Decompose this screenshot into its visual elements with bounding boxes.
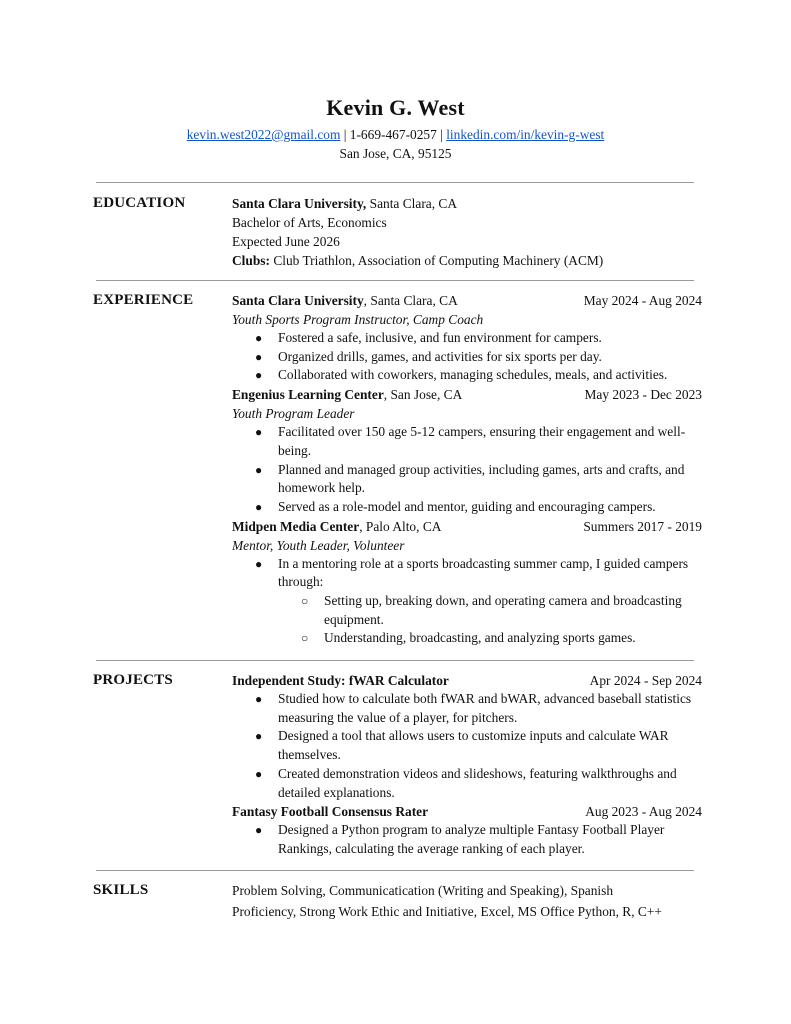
bullet-icon: ●: [255, 556, 263, 571]
candidate-name: Kevin G. West: [326, 95, 465, 120]
list-item: [278, 592, 702, 629]
job-bullets: [232, 423, 702, 517]
job-org-line: [232, 385, 462, 404]
section-divider: [96, 870, 694, 871]
job-org-line: [232, 517, 441, 536]
job-bullets: [232, 329, 702, 385]
projects-body: [232, 671, 702, 859]
clubs-label: Clubs:: [232, 253, 270, 268]
bullet-icon: ●: [255, 425, 263, 440]
bullet-text: Setting up, breaking down, and operating camera and broadcasting equipment.: [324, 593, 682, 627]
job-org-line: [232, 291, 458, 310]
bullet-icon: ●: [255, 349, 263, 364]
list-item: [232, 461, 702, 498]
project-header: [232, 671, 702, 690]
section-title-experience: EXPERIENCE: [93, 292, 194, 308]
bullet-text: Designed a tool that allows users to customize inputs and calculate WAR themselves.: [278, 728, 669, 763]
job-location: , Santa Clara, CA: [363, 293, 458, 308]
email-link[interactable]: kevin.west2022@gmail.com: [186, 127, 341, 142]
bullet-text: Collaborated with coworkers, managing schedules, meals, and activities.: [278, 367, 668, 383]
bullet-icon: ●: [255, 729, 263, 744]
project-bullets: [232, 690, 702, 802]
bullet-text: Planned and managed group activities, including games, arts and crafts, and homework help.: [278, 461, 685, 496]
list-item: [232, 727, 702, 764]
section-title-skills: SKILLS: [93, 882, 149, 898]
job-org: Midpen Media Center: [232, 518, 360, 534]
section-title-education: EDUCATION: [93, 195, 186, 211]
project-name: Fantasy Football Consensus Rater: [232, 804, 429, 820]
linkedin-link[interactable]: linkedin.com/in/kevin-g-west: [446, 127, 605, 142]
job-role: Youth Sports Program Instructor, Camp Coach: [232, 312, 484, 327]
project-dates: Apr 2024 - Sep 2024: [589, 673, 702, 688]
bullet-icon: ●: [255, 368, 263, 383]
section-divider: [96, 660, 694, 661]
job-entry: [232, 291, 702, 385]
job-role: Youth Program Leader: [232, 406, 355, 422]
list-item: [232, 555, 702, 649]
job-role: Mentor, Youth Leader, Volunteer: [232, 537, 405, 553]
job-header: [232, 517, 702, 536]
job-org: Engenius Learning Center: [232, 387, 384, 403]
degree: Bachelor of Arts, Economics: [232, 215, 387, 230]
contact-line: [0, 125, 791, 144]
project-name: Independent Study: fWAR Calculator: [232, 673, 449, 688]
list-item: [232, 765, 702, 802]
skills-body: [232, 880, 702, 922]
project-header: [232, 802, 702, 821]
address: San Jose, CA, 95125: [339, 146, 452, 161]
list-item: [232, 348, 702, 367]
section-divider: [96, 182, 694, 183]
project-dates: Aug 2023 - Aug 2024: [585, 804, 702, 820]
list-item: [232, 329, 702, 348]
sub-bullet-icon: ○: [301, 594, 309, 609]
sub-bullet-icon: ○: [301, 631, 309, 646]
list-item: [232, 690, 702, 727]
bullet-text: Facilitated over 150 age 5-12 campers, ensuring their engagement and well-being.: [278, 424, 686, 458]
project-bullets: [232, 821, 702, 858]
bullet-text: Studied how to calculate both fWAR and bWAR, advanced baseball statistics measuring the value of a player, for pitchers.: [278, 691, 692, 725]
phone-number: 1-669-467-0257: [349, 127, 437, 142]
job-location: , San Jose, CA: [383, 387, 463, 403]
job-org: Santa Clara University: [232, 293, 364, 308]
bullet-text: Designed a Python program to analyze multiple Fantasy Football Player Rankings, calculating the average ranking of each player.: [278, 822, 665, 856]
bullet-text: Organized drills, games, and activities for six sports per day.: [278, 348, 602, 364]
school-name: Santa Clara University,: [232, 196, 367, 211]
job-header: [232, 385, 702, 404]
bullet-text: Created demonstration videos and slideshows, featuring walkthroughs and detailed explanations.: [278, 765, 677, 800]
bullet-icon: ●: [255, 462, 263, 477]
bullet-icon: ●: [255, 823, 263, 838]
skills-line: Problem Solving, Communicatication (Writing and Speaking), Spanish: [232, 883, 614, 898]
school-location: Santa Clara, CA: [366, 196, 458, 211]
list-item: [232, 498, 702, 517]
job-header: [232, 291, 702, 310]
resume-header: [0, 94, 791, 163]
job-location: , Palo Alto, CA: [359, 518, 442, 534]
list-item: [232, 423, 702, 460]
bullet-icon: ●: [255, 766, 263, 781]
job-dates: May 2023 - Dec 2023: [584, 387, 702, 403]
experience-body: [232, 291, 702, 648]
list-item: [232, 821, 702, 858]
bullet-icon: ●: [255, 692, 263, 706]
expected-graduation: Expected June 2026: [232, 234, 340, 249]
section-title-projects: PROJECTS: [93, 672, 173, 688]
bullet-icon: ●: [255, 331, 263, 345]
list-item: [278, 629, 702, 648]
job-entry: [232, 385, 702, 517]
skills-line: Proficiency, Strong Work Ethic and Initiative, Excel, MS Office Python, R, C++: [232, 904, 662, 919]
section-divider: [96, 280, 694, 281]
job-entry: [232, 517, 702, 649]
clubs-line: [232, 251, 702, 270]
job-dates: May 2024 - Aug 2024: [583, 293, 702, 308]
project-entry: [232, 671, 702, 802]
bullet-text: Served as a role-model and mentor, guiding and encouraging campers.: [278, 498, 656, 514]
contact-separator: |: [340, 127, 350, 142]
job-bullets: [232, 555, 702, 649]
job-dates: Summers 2017 - 2019: [583, 518, 702, 534]
bullet-text: In a mentoring role at a sports broadcasting summer camp, I guided campers through:: [278, 555, 689, 590]
list-item: [232, 366, 702, 385]
bullet-text: Understanding, broadcasting, and analyzing sports games.: [324, 630, 636, 646]
education-body: [232, 194, 702, 270]
project-entry: [232, 802, 702, 858]
sub-bullets: [278, 592, 702, 648]
contact-separator: |: [436, 127, 447, 142]
school-line: [232, 194, 702, 213]
clubs-list: Club Triathlon, Association of Computing Machinery (ACM): [269, 253, 604, 268]
bullet-icon: ●: [255, 499, 263, 514]
bullet-text: Fostered a safe, inclusive, and fun environment for campers.: [278, 330, 602, 345]
